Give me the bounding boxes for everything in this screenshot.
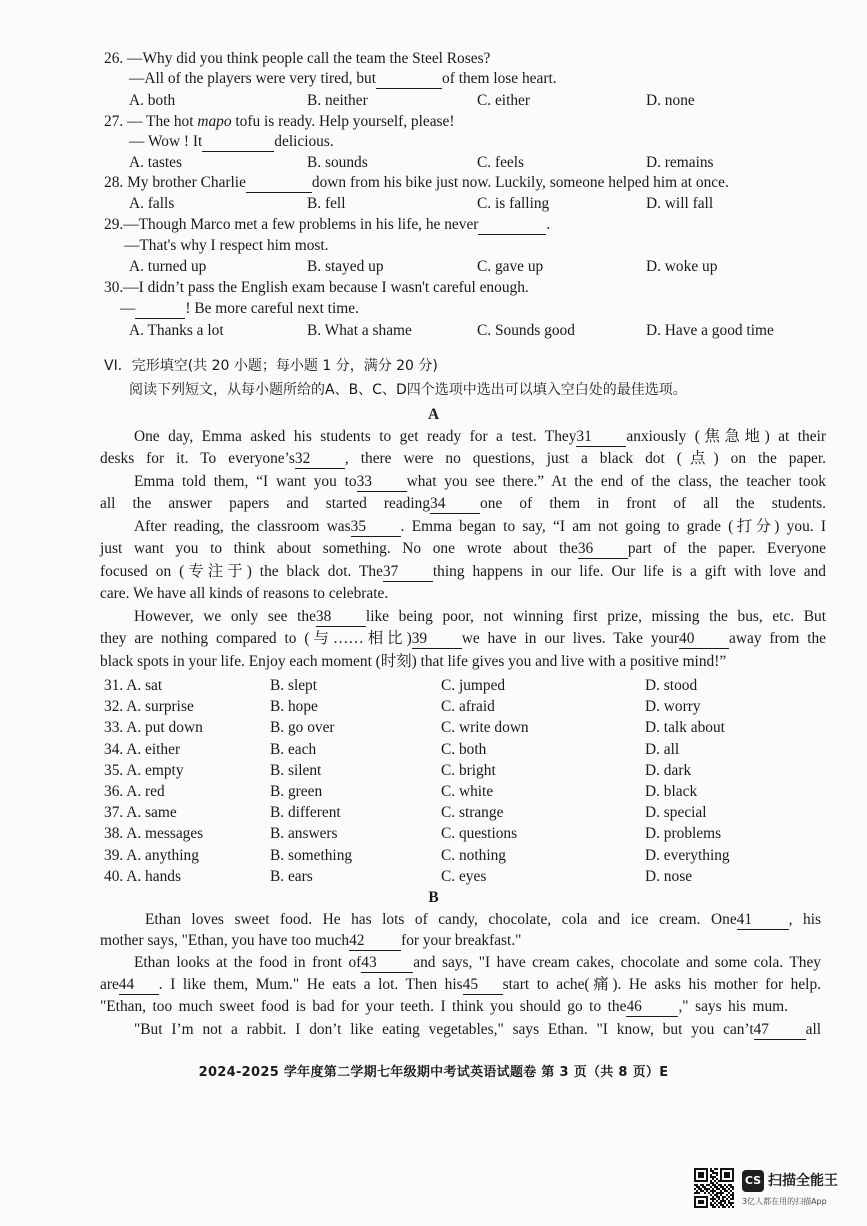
option-B: B. slept: [270, 677, 318, 694]
blank-38: 38: [316, 608, 366, 627]
option-B: B. different: [270, 804, 341, 822]
passage-a-line: [134, 516, 826, 538]
question-30-line1: [104, 277, 529, 298]
text-run: we have in our lives. Take your: [461, 630, 680, 647]
passage-b-line: [145, 909, 821, 931]
text-run: VI．完形填空(共 20 小题；每小题 1 分，满分 20 分): [104, 358, 438, 374]
text-run: all the answer papers and started reading: [100, 495, 431, 512]
option-A: A. Thanks a lot: [129, 322, 224, 339]
option-D: D. dark: [645, 761, 692, 779]
text-run: .: [546, 216, 551, 233]
option-B: B. What a shame: [307, 322, 412, 339]
passage-b-line: [100, 930, 660, 952]
text-run: desks for it. To everyone’s: [100, 450, 295, 467]
text-run: —That's why I respect him most.: [124, 237, 329, 254]
option-C: C. jumped: [441, 677, 506, 694]
option-C: C. both: [441, 740, 487, 758]
text-run: delicious.: [274, 133, 334, 150]
text-run: —All of the players were very tired, but: [129, 70, 377, 87]
option-D: D. special: [645, 804, 707, 822]
blank-39: 39: [412, 630, 462, 649]
blank-32: 32: [295, 450, 345, 469]
blank-45: 45: [463, 976, 503, 995]
question-27-line2: [129, 131, 334, 152]
option-D: D. nose: [645, 867, 693, 885]
text-run: of them lose heart.: [442, 70, 557, 87]
blank-31: 31: [576, 428, 626, 447]
text-run: "But I’m not a rabbit. I don’t like eating vegetables," says Ethan. "I know, but you can’t: [134, 1021, 754, 1038]
option-A: 31. A. sat: [104, 677, 163, 694]
passage-b-line: [134, 952, 821, 974]
option-A: 39. A. anything: [104, 846, 199, 864]
blank-36: 36: [578, 540, 628, 559]
blank-43: 43: [361, 954, 413, 973]
text-run: care. We have all kinds of reasons to celebrate.: [100, 585, 389, 602]
passage-a-line: [134, 426, 826, 448]
section-6-instruction: [129, 380, 687, 401]
blank-37: 37: [383, 563, 433, 582]
text-run: "Ethan, too much sweet food is bad for your teeth. I think you should go to the: [100, 998, 627, 1015]
option-D: D. woke up: [646, 258, 718, 275]
text-run: tofu is ready. Help yourself, please!: [231, 113, 455, 130]
option-A: 38. A. messages: [104, 825, 204, 843]
option-A: 33. A. put down: [104, 719, 203, 737]
text-run: they are nothing compared to (与……相比): [100, 630, 412, 647]
option-D: D. everything: [645, 846, 730, 864]
option-C: C. either: [477, 92, 530, 109]
option-A: A. tastes: [129, 154, 183, 171]
option-D: D. talk about: [645, 719, 725, 737]
passage-b-line: [100, 974, 821, 996]
passage-b-label: B: [428, 889, 439, 906]
option-C: C. is falling: [477, 195, 550, 212]
blank-answer: [202, 133, 274, 152]
section-6-heading: [104, 356, 438, 377]
option-B: B. go over: [270, 719, 335, 737]
emphasis: mapo: [197, 113, 232, 130]
text-run: After reading, the classroom was: [134, 518, 351, 535]
blank-answer: [478, 216, 546, 235]
blank-33: 33: [357, 473, 407, 492]
option-C: C. gave up: [477, 258, 544, 275]
option-D: D. remains: [646, 154, 714, 171]
text-run: . Emma began to say, “I am not going to grade (打分) you. I: [400, 518, 826, 535]
question-27-line1: [104, 111, 455, 132]
text-run: focused on (专注于) the black dot. The: [100, 563, 383, 580]
option-D: D. Have a good time: [646, 322, 774, 339]
option-A: 40. A. hands: [104, 867, 181, 885]
text-run: 26. —Why did you think people call the team the Steel Roses?: [104, 50, 491, 67]
option-B: B. each: [270, 740, 317, 758]
option-A: 36. A. red: [104, 783, 165, 800]
option-D: D. worry: [645, 698, 701, 716]
passage-a-line: [100, 493, 826, 515]
option-C: C. write down: [441, 719, 529, 737]
passage-a-line: [100, 448, 826, 470]
option-A: A. both: [129, 92, 176, 109]
text-run: 27. — The hot: [104, 113, 198, 130]
text-run: 29.—Though Marco met a few problems in his life, he never: [104, 216, 479, 233]
text-run: one of them in front of all the students.: [480, 495, 826, 512]
text-run: start to ache(痛). He asks his mother for help.: [502, 976, 821, 993]
option-A: A. falls: [129, 195, 175, 212]
text-run: all: [805, 1021, 821, 1038]
option-B: B. silent: [270, 761, 322, 779]
text-run: Emma told them, “I want you to: [134, 473, 357, 490]
option-A: A. turned up: [129, 258, 207, 275]
text-run: —: [120, 300, 136, 317]
question-30-line2: [120, 298, 359, 319]
option-C: C. strange: [441, 804, 504, 822]
option-C: C. bright: [441, 761, 496, 779]
passage-a-line: [134, 606, 826, 628]
option-C: C. questions: [441, 825, 518, 843]
text-run: black spots in your life. Enjoy each moment (时刻) that life gives you and live with a positive mind!”: [100, 653, 727, 670]
question-26-line2: [129, 68, 557, 89]
text-run: part of the paper. Everyone: [627, 540, 826, 557]
option-D: D. black: [645, 783, 698, 800]
blank-41: 41: [737, 911, 789, 930]
text-run: Ethan loves sweet food. He has lots of candy, chocolate, cola and ice cream. One: [145, 911, 737, 928]
option-B: B. ears: [270, 867, 313, 885]
passage-b-line: [134, 1019, 821, 1041]
text-run: for your breakfast.": [401, 932, 522, 949]
option-C: C. nothing: [441, 846, 506, 864]
text-run: . I like them, Mum." He eats a lot. Then his: [158, 976, 463, 993]
blank-answer: [135, 300, 185, 319]
scanner-tagline: 3亿人都在用的扫描App: [742, 1197, 827, 1206]
passage-a-line: [100, 628, 826, 650]
blank-answer: [376, 70, 442, 89]
passage-b-line: [100, 996, 788, 1018]
option-B: B. answers: [270, 825, 338, 843]
blank-42: 42: [349, 932, 401, 951]
text-run: Ethan looks at the food in front of: [134, 954, 362, 971]
text-run: anxiously (焦急地) at their: [626, 428, 826, 445]
option-C: C. feels: [477, 154, 525, 171]
option-A: 34. A. either: [104, 740, 181, 758]
text-run: ! Be more careful next time.: [185, 300, 359, 317]
option-C: C. afraid: [441, 698, 495, 716]
scanner-name: 扫描全能王: [768, 1173, 838, 1189]
option-C: C. eyes: [441, 867, 487, 885]
text-run: ," says his mum.: [678, 998, 789, 1015]
text-run: 阅读下列短文，从每小题所给的A、B、C、D四个选项中选出可以填入空白处的最佳选项。: [129, 382, 687, 398]
text-run: However, we only see the: [134, 608, 316, 625]
text-run: and says, "I have cream cakes, chocolate and some cola. They: [413, 954, 821, 971]
text-run: One day, Emma asked his students to get ready for a test. They: [134, 428, 577, 445]
option-B: B. neither: [307, 92, 368, 109]
blank-34: 34: [430, 495, 480, 514]
option-D: D. will fall: [646, 195, 714, 212]
passage-a-line: [100, 651, 826, 673]
text-run: 28. My brother Charlie: [104, 174, 246, 191]
option-B: B. something: [270, 846, 353, 864]
question-29-line2: [124, 235, 329, 256]
text-run: like being poor, not winning first prize, missing the bus, etc. But: [365, 608, 827, 625]
option-D: D. all: [645, 740, 680, 758]
blank-answer: [246, 174, 312, 193]
option-B: B. sounds: [307, 154, 368, 171]
passage-a-line: [100, 538, 826, 560]
option-A: 35. A. empty: [104, 761, 184, 779]
text-run: what you see there.” At the end of the class, the teacher took: [406, 473, 826, 490]
option-D: D. problems: [645, 825, 722, 843]
qr-code-icon: [694, 1168, 734, 1208]
text-run: , his: [788, 911, 822, 928]
question-29-line1: [104, 214, 550, 235]
text-run: are: [100, 976, 119, 993]
passage-a-line: [100, 583, 826, 605]
option-B: B. green: [270, 783, 323, 800]
option-A: 32. A. surprise: [104, 698, 194, 716]
passage-a-line: [134, 471, 826, 493]
text-run: — Wow ! It: [129, 133, 203, 150]
blank-44: 44: [119, 976, 159, 995]
option-B: B. fell: [307, 195, 346, 212]
option-C: C. Sounds good: [477, 322, 575, 339]
option-D: D. none: [646, 92, 695, 109]
blank-35: 35: [351, 518, 401, 537]
page-footer: 2024-2025 学年度第二学期七年级期中考试英语试题卷 第 3 页（共 8 页）E: [198, 1065, 669, 1080]
passage-a-label: A: [427, 406, 440, 423]
text-run: just want you to think about something. No one wrote about the: [100, 540, 578, 557]
text-run: , there were no questions, just a black dot (点) on the paper.: [344, 450, 826, 467]
blank-40: 40: [679, 630, 729, 649]
scanner-logo: CS: [742, 1170, 764, 1192]
blank-46: 46: [626, 998, 678, 1017]
passage-a-line: [100, 561, 826, 583]
blank-47: 47: [754, 1021, 806, 1040]
option-B: B. hope: [270, 698, 318, 716]
text-run: 30.—I didn’t pass the English exam because I wasn't careful enough.: [104, 279, 529, 296]
text-run: down from his bike just now. Luckily, someone helped him at once.: [311, 174, 729, 191]
option-B: B. stayed up: [307, 258, 384, 275]
text-run: away from the: [729, 630, 826, 647]
option-D: D. stood: [645, 677, 698, 694]
text-run: mother says, "Ethan, you have too much: [100, 932, 350, 949]
option-C: C. white: [441, 783, 494, 800]
question-26-line1: [104, 48, 490, 69]
option-A: 37. A. same: [104, 804, 177, 822]
question-28-line1: [104, 172, 729, 193]
text-run: thing happens in our life. Our life is a gift with love and: [432, 563, 826, 580]
